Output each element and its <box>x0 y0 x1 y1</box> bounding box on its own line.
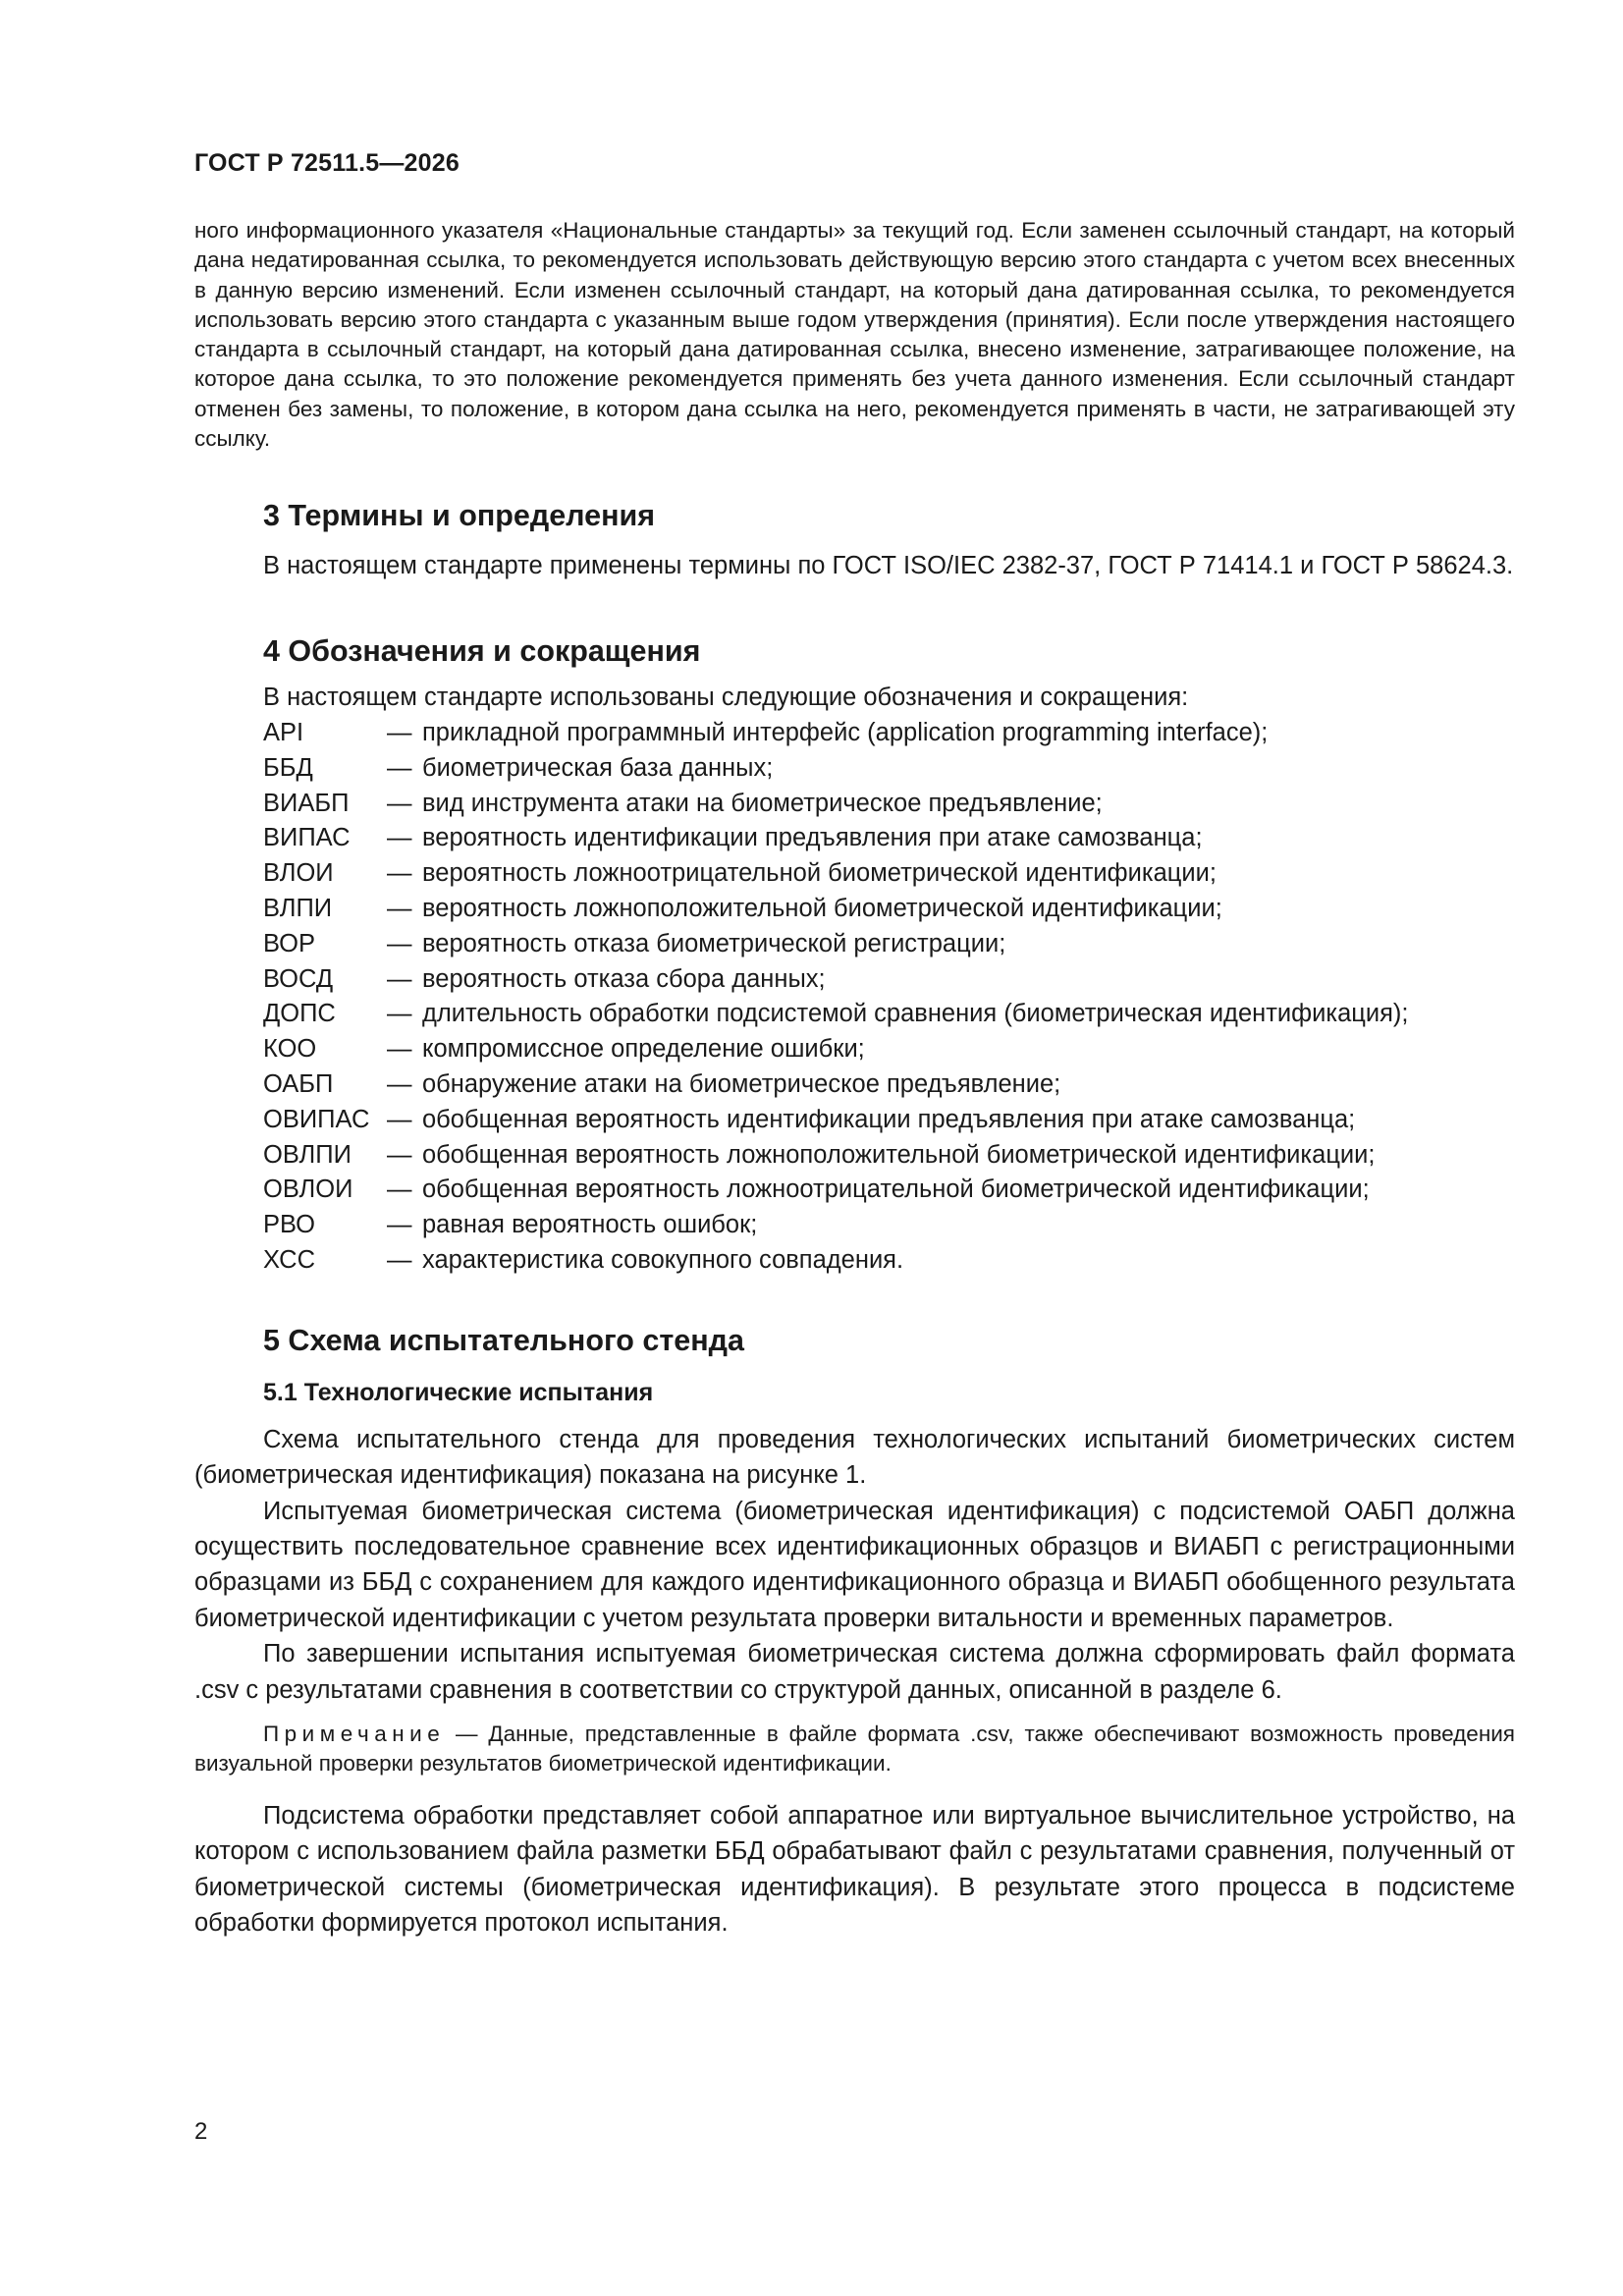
note-label: Примечание <box>263 1721 446 1746</box>
abbreviation-definition: вид инструмента атаки на биометрическое предъявление; <box>422 789 1103 817</box>
abbreviation-dash: — <box>387 1140 412 1169</box>
abbreviation-item <box>194 1138 1515 1174</box>
abbreviation-term: ОВИПАС <box>263 1105 370 1133</box>
abbreviation-dash: — <box>387 1069 412 1098</box>
section-4-intro: В настоящем стандарте использованы следующие обозначения и сокращения: <box>263 683 1189 712</box>
abbreviation-item <box>194 716 1515 751</box>
section-5-title: 5 Схема испытательного стенда <box>263 1323 744 1357</box>
abbreviation-item <box>194 856 1515 892</box>
abbreviation-definition: компромиссное определение ошибки; <box>422 1035 865 1064</box>
abbreviation-definition: вероятность отказа биометрической регистрации; <box>422 929 1006 957</box>
abbreviation-dash: — <box>387 1211 412 1239</box>
abbreviation-item <box>194 962 1515 998</box>
intro-paragraph <box>194 216 1515 454</box>
abbreviation-definition: характеристика совокупного совпадения. <box>422 1245 904 1274</box>
abbreviation-term: ВЛОИ <box>263 859 334 888</box>
section-5-paragraph-4: Подсистема обработки представляет собой аппаратное или виртуальное вычислительное устройство, на котором с использованием файла разметки ББД обрабатывают файл с результатами сравнения, полученный от биометрической системы (биометрическая идентификация). В результате этого процесса в подсистеме обработки формируется протокол испытания. <box>194 1801 1515 1938</box>
abbreviation-dash: — <box>387 1035 412 1064</box>
abbreviation-term: ОАБП <box>263 1069 334 1098</box>
abbreviation-term: ДОПС <box>263 1000 336 1028</box>
abbreviation-term: ВОР <box>263 929 316 957</box>
abbreviation-dash: — <box>387 753 412 782</box>
abbreviation-term: ОВЛПИ <box>263 1140 352 1169</box>
abbreviation-definition: вероятность отказа сбора данных; <box>422 964 826 993</box>
abbreviation-item <box>194 997 1515 1032</box>
section-5-paragraph-1: Схема испытательного стенда для проведения технологических испытаний биометрических систем (биометрическая идентификация) показана на рисунке 1. <box>194 1425 1515 1490</box>
abbreviation-dash: — <box>387 1000 412 1028</box>
abbreviation-dash: — <box>387 894 412 922</box>
abbreviation-definition: вероятность ложноположительной биометрической идентификации; <box>422 894 1222 922</box>
abbreviation-dash: — <box>387 789 412 817</box>
abbreviation-item <box>194 751 1515 787</box>
abbreviation-term: ХСС <box>263 1245 315 1274</box>
abbreviation-term: API <box>263 718 304 746</box>
abbreviation-dash: — <box>387 1175 412 1204</box>
abbreviation-dash: — <box>387 1245 412 1274</box>
abbreviation-item <box>194 1032 1515 1067</box>
abbreviation-definition: обобщенная вероятность идентификации предъявления при атаке самозванца; <box>422 1105 1356 1133</box>
subsection-5-1-title: 5.1 Технологические испытания <box>263 1378 654 1406</box>
abbreviation-definition: обобщенная вероятность ложноотрицательной биометрической идентификации; <box>422 1175 1370 1204</box>
abbreviation-term: РВО <box>263 1211 316 1239</box>
abbreviation-list <box>194 716 1515 1279</box>
note <box>194 1720 1515 1779</box>
abbreviation-item <box>194 1103 1515 1138</box>
abbreviation-definition: обнаружение атаки на биометрическое предъявление; <box>422 1069 1061 1098</box>
section-4-title: 4 Обозначения и сокращения <box>263 634 701 669</box>
abbreviation-term: ВИПАС <box>263 824 351 852</box>
abbreviation-definition: обобщенная вероятность ложноположительной биометрической идентификации; <box>422 1140 1376 1169</box>
abbreviation-dash: — <box>387 964 412 993</box>
abbreviation-definition: биометрическая база данных; <box>422 753 774 782</box>
abbreviation-definition: равная вероятность ошибок; <box>422 1211 758 1239</box>
abbreviation-item <box>194 1067 1515 1103</box>
abbreviation-dash: — <box>387 718 412 746</box>
abbreviation-item <box>194 1243 1515 1279</box>
abbreviation-dash: — <box>387 929 412 957</box>
abbreviation-term: ВЛПИ <box>263 894 333 922</box>
abbreviation-item <box>194 927 1515 962</box>
abbreviation-dash: — <box>387 1105 412 1133</box>
abbreviation-dash: — <box>387 824 412 852</box>
abbreviation-definition: длительность обработки подсистемой сравнения (биометрическая идентификация); <box>422 1000 1409 1028</box>
abbreviation-item <box>194 1173 1515 1208</box>
note-text: — Данные, представленные в файле формата .csv, также обеспечивают возможность проведения визуальной проверки результатов биометрической идентификации. <box>194 1721 1515 1777</box>
abbreviation-term: ВОСД <box>263 964 334 993</box>
abbreviation-dash: — <box>387 859 412 888</box>
document-code-header: ГОСТ Р 72511.5—2026 <box>194 149 460 177</box>
abbreviation-definition: вероятность ложноотрицательной биометрической идентификации; <box>422 859 1217 888</box>
abbreviation-term: КОО <box>263 1035 317 1064</box>
section-3-title: 3 Термины и определения <box>263 499 656 533</box>
section-3-text: В настоящем стандарте применены термины по ГОСТ ISO/IEC 2382-37, ГОСТ Р 71414.1 и ГОСТ Р 58624.3. <box>263 552 1514 580</box>
page-number: 2 <box>194 2118 208 2145</box>
abbreviation-term: ВИАБП <box>263 789 350 817</box>
abbreviation-item <box>194 787 1515 822</box>
abbreviation-term: ОВЛОИ <box>263 1175 353 1204</box>
abbreviation-item <box>194 821 1515 856</box>
abbreviation-term: ББД <box>263 753 313 782</box>
document-page <box>194 147 1515 1941</box>
section-5-paragraph-2: Испытуемая биометрическая система (биометрическая идентификация) с подсистемой ОАБП должна осуществить последовательное сравнение всех идентификационных образцов и ВИАБП с регистрационными образцами из ББД с сохранением для каждого идентификационного образца и ВИАБП обобщенного результата биометрической идентификации с учетом результата проверки витальности и временных параметров. <box>194 1497 1515 1632</box>
abbreviation-item <box>194 1208 1515 1243</box>
abbreviation-definition: прикладной программный интерфейс (application programming interface); <box>422 718 1269 746</box>
abbreviation-item <box>194 892 1515 927</box>
abbreviation-definition: вероятность идентификации предъявления при атаке самозванца; <box>422 824 1203 852</box>
section-5-paragraph-3: По завершении испытания испытуемая биометрическая система должна сформировать файл формата .csv с результатами сравнения в соответствии со структурой данных, описанной в разделе 6. <box>194 1640 1515 1704</box>
intro-text: ного информационного указателя «Национальные стандарты» за текущий год. Если заменен ссылочный стандарт, на который дана недатированная ссылка, то рекомендуется использовать действующую версию этого стандарта с учетом всех внесенных в данную версию изменений. Если изменен ссылочный стандарт, на который дана датированная ссылка, то рекомендуется использовать версию этого стандарта с указанным выше годом утверждения (принятия). Если после утверждения настоящего стандарта в ссылочный стандарт, на который дана датированная ссылка, внесено изменение, затрагивающее положение, на которое дана ссылка, то это положение рекомендуется применять без учета данного изменения. Если ссылочный стандарт отменен без замены, то положение, в котором дана ссылка на него, рекомендуется применять в части, не затрагивающей эту ссылку. <box>194 218 1515 452</box>
